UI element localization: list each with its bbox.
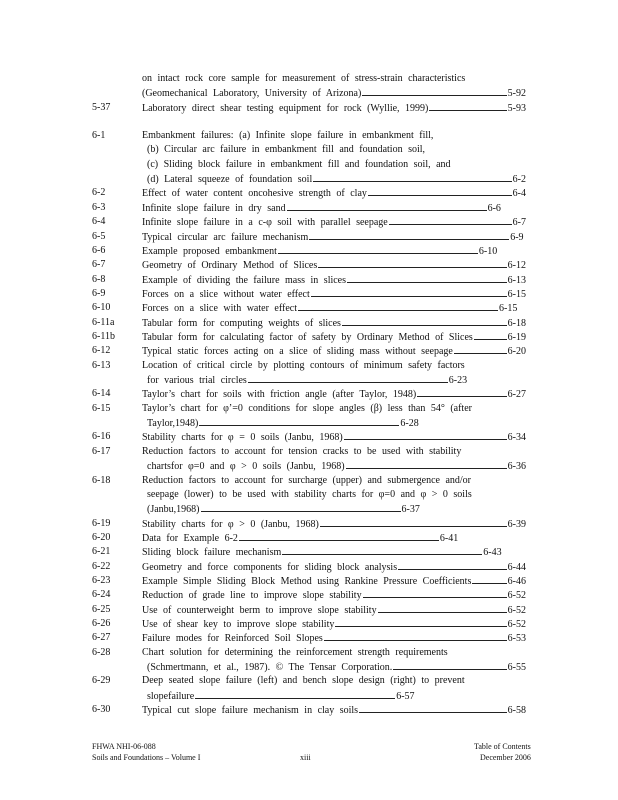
figure-caption-line[interactable]	[142, 430, 526, 445]
figure-number: 6-16	[92, 431, 111, 443]
leader-line	[248, 373, 448, 383]
caption-text: for various trial circles	[147, 375, 247, 386]
page-reference: 6-53	[507, 633, 526, 645]
caption-text: Taylor,1948)	[147, 418, 199, 430]
caption-text: Failure modes for Reinforced Soil Slopes	[142, 633, 323, 645]
figure-caption-line[interactable]	[147, 143, 425, 157]
toc-entry-row	[0, 430, 618, 444]
toc-entry-row	[0, 72, 618, 86]
caption-text: Stability charts for φ > 0 (Janbu, 1968)	[142, 518, 319, 530]
page-reference: 6-34	[507, 432, 526, 444]
leader-line	[454, 344, 507, 354]
figure-caption-line[interactable]	[142, 186, 526, 201]
caption-text: (Janbu,1968)	[147, 504, 200, 516]
page-reference: 6-7	[512, 217, 526, 229]
toc-entry-row	[0, 689, 618, 703]
figure-caption-line[interactable]	[142, 215, 526, 230]
page-reference: 5-92	[507, 88, 526, 100]
caption-text: (d) Lateral squeeze of foundation soil	[147, 174, 313, 186]
figure-caption-line[interactable]	[142, 531, 458, 546]
page-reference: 6-27	[507, 389, 526, 401]
figure-caption-line[interactable]	[142, 617, 526, 632]
page-reference: 6-2	[512, 174, 526, 186]
page-reference: 6-58	[507, 705, 526, 717]
figure-caption-line[interactable]	[142, 517, 526, 532]
toc-entry-row	[0, 86, 618, 100]
toc-entry-row	[0, 574, 618, 588]
figure-caption-line[interactable]	[142, 631, 526, 646]
figure-number: 6-10	[92, 302, 111, 314]
leader-line	[335, 617, 506, 627]
figure-caption-line[interactable]	[142, 646, 448, 660]
toc-entry-row	[0, 674, 618, 688]
caption-text: Typical static forces acting on a slice of sliding mass without seepage	[142, 346, 453, 358]
toc-entry-row	[0, 258, 618, 272]
caption-text: (Schmertmann, et al., 1987). © The Tensar Corporation.	[147, 662, 393, 673]
leader-line	[389, 215, 512, 225]
caption-text: (b) Circular arc failure in embankment fill and foundation soil,	[147, 144, 426, 156]
caption-text: Infinite slope failure in a c-φ soil with parallel seepage	[142, 217, 388, 229]
toc-entry-row	[0, 603, 618, 617]
figure-number: 6-11b	[92, 331, 115, 342]
leader-line	[368, 186, 512, 196]
caption-text: Taylor’s chart for φ’=0 conditions for slope angles (β) less than 54° (after	[142, 402, 472, 414]
figure-caption-line[interactable]	[142, 402, 472, 416]
page-reference: 6-18	[507, 317, 526, 329]
page-reference: 6-6	[487, 202, 501, 214]
figure-caption-line[interactable]	[142, 588, 526, 603]
toc-entry-row	[0, 588, 618, 602]
toc-entry-row	[0, 646, 618, 660]
toc-entry-row	[0, 244, 618, 258]
figure-number: 6-18	[92, 474, 111, 486]
figure-caption-line[interactable]	[147, 689, 415, 704]
toc-entry-row	[0, 301, 618, 315]
caption-text: Forces on a slice with water effect	[142, 303, 297, 315]
figure-number: 6-27	[92, 632, 111, 644]
leader-line	[363, 588, 507, 598]
figure-caption-line[interactable]	[147, 158, 451, 172]
figure-number: 6-4	[92, 216, 106, 228]
figure-caption-line[interactable]	[142, 244, 497, 259]
page-reference: 6-37	[401, 504, 420, 516]
toc-entry-row	[0, 215, 618, 229]
figure-caption-line[interactable]	[142, 86, 526, 101]
toc-entry-row	[0, 459, 618, 473]
figure-number: 6-29	[92, 675, 111, 687]
figure-number: 6-23	[92, 574, 111, 586]
footer-doc-id: FHWA NHI-06-088	[92, 742, 156, 751]
caption-text: Tabular form for calculating factor of safety by Ordinary Method of Slices	[142, 332, 473, 343]
page-reference: 6-12	[507, 260, 526, 272]
page-reference: 6-52	[507, 619, 526, 630]
toc-entry-row	[0, 445, 618, 459]
leader-line	[282, 545, 482, 555]
page-reference: 6-52	[507, 590, 526, 602]
figure-caption-line[interactable]	[147, 373, 467, 388]
caption-text: (Geomechanical Laboratory, University of Arizona)	[142, 88, 362, 100]
toc-entry-row	[0, 402, 618, 416]
caption-text: Laboratory direct shear testing equipment for rock (Wyllie, 1999)	[142, 102, 429, 114]
page-reference: 6-39	[507, 518, 526, 530]
toc-entry-row	[0, 373, 618, 387]
caption-text: Deep seated slope failure (left) and bench slope design (right) to prevent	[142, 675, 465, 687]
leader-line	[398, 560, 507, 570]
page-reference: 6-13	[507, 274, 526, 286]
figure-caption-line[interactable]	[142, 301, 517, 316]
caption-text: Tabular form for computing weights of slices	[142, 317, 341, 329]
toc-entry-row	[0, 129, 618, 143]
figure-caption-line[interactable]	[142, 258, 526, 273]
toc-entry-row	[0, 143, 618, 157]
caption-text: Data for Example 6-2	[142, 532, 238, 544]
page-reference: 6-52	[507, 604, 526, 616]
toc-entry-row	[0, 502, 618, 516]
leader-line	[318, 258, 506, 268]
toc-entry-row	[0, 330, 618, 344]
leader-line	[359, 703, 507, 713]
leader-line	[393, 660, 506, 670]
figure-number: 6-7	[92, 259, 106, 271]
figure-number: 6-2	[92, 187, 106, 199]
figure-number: 6-3	[92, 201, 106, 213]
figure-number: 6-21	[92, 546, 111, 558]
page-reference: 6-57	[396, 690, 415, 702]
figure-caption-line[interactable]	[142, 273, 526, 288]
leader-line	[195, 689, 395, 699]
figure-number: 6-28	[92, 646, 111, 658]
leader-line	[362, 86, 506, 96]
figure-caption-line[interactable]	[142, 703, 526, 718]
figure-number: 6-8	[92, 273, 106, 285]
figure-caption-line[interactable]	[142, 674, 465, 688]
figure-number: 6-30	[92, 704, 111, 716]
figure-caption-line[interactable]	[142, 101, 526, 116]
page-reference: 6-43	[483, 547, 502, 559]
figure-caption-line[interactable]	[142, 574, 526, 589]
page-reference: 6-46	[507, 575, 526, 587]
caption-text: chartsfor φ=0 and φ > 0 soils (Janbu, 1968)	[147, 461, 345, 473]
figure-caption-line[interactable]	[142, 445, 461, 459]
toc-entry-row	[0, 273, 618, 287]
page-reference: 6-55	[507, 662, 526, 673]
toc-entry-row	[0, 416, 618, 430]
leader-line	[344, 430, 507, 440]
figure-number: 6-25	[92, 603, 111, 615]
toc-entry-row	[0, 230, 618, 244]
page-reference: 6-41	[439, 532, 459, 544]
leader-line	[313, 172, 511, 182]
leader-line	[278, 244, 478, 254]
caption-text: Example of dividing the failure mass in slices	[142, 274, 347, 286]
footer-page-number: xiii	[300, 753, 311, 762]
caption-text: Example Simple Sliding Block Method using Rankine Pressure Coefficients	[142, 575, 472, 587]
caption-text: (c) Sliding block failure in embankment fill and foundation soil, and	[147, 158, 451, 170]
figure-number: 6-14	[92, 388, 111, 400]
caption-text: Embankment failures: (a) Infinite slope failure in embankment fill,	[142, 130, 434, 141]
toc-entry-row	[0, 101, 618, 115]
figure-number: 6-19	[92, 517, 111, 529]
leader-line	[342, 316, 507, 326]
toc-entry-row	[0, 316, 618, 330]
caption-text: Reduction factors to account for surcharge (upper) and submergence and/or	[142, 474, 472, 486]
caption-text: Effect of water content oncohesive strength of clay	[142, 188, 367, 200]
figure-caption-line[interactable]	[142, 474, 471, 488]
figure-caption-line[interactable]	[142, 287, 526, 302]
caption-text: Typical circular arc failure mechanism	[142, 231, 309, 243]
page-reference: 6-9	[510, 231, 524, 243]
footer-section-title: Table of Contents	[474, 742, 531, 751]
figure-number: 6-17	[92, 445, 111, 457]
page-reference: 6-44	[507, 561, 526, 573]
caption-text: Stability charts for φ = 0 soils (Janbu, 1968)	[142, 432, 343, 444]
leader-line	[429, 101, 506, 111]
figure-caption-line[interactable]	[142, 201, 501, 216]
footer-date: December 2006	[480, 753, 531, 762]
toc-entry-row	[0, 158, 618, 172]
toc-entry-row	[0, 517, 618, 531]
page-reference: 6-19	[507, 332, 526, 343]
figure-number: 6-20	[92, 531, 111, 543]
leader-line	[417, 387, 506, 397]
leader-line	[472, 574, 506, 584]
caption-text: Typical cut slope failure mechanism in clay soils	[142, 705, 359, 717]
figure-number: 6-24	[92, 589, 111, 601]
leader-line	[239, 531, 439, 541]
page-reference: 6-15	[498, 303, 518, 315]
caption-text: Taylor’s chart for soils with friction angle (after Taylor, 1948)	[142, 389, 417, 401]
page-reference: 6-28	[400, 418, 419, 430]
figure-caption-line[interactable]	[142, 359, 465, 373]
figure-number: 6-11a	[92, 316, 115, 328]
figure-number: 6-13	[92, 359, 111, 371]
figure-number: 5-37	[92, 101, 111, 113]
toc-entry-row	[0, 488, 618, 502]
leader-line	[311, 287, 507, 297]
caption-text: seepage (lower) to be used with stability charts for φ=0 and φ > 0 soils	[147, 488, 472, 500]
figure-caption-line[interactable]	[142, 603, 526, 618]
toc-entry-row	[0, 201, 618, 215]
figure-caption-line[interactable]	[142, 545, 502, 560]
caption-text: Infinite slope failure in dry sand	[142, 202, 286, 214]
figure-caption-line[interactable]	[147, 416, 419, 431]
leader-line	[346, 459, 507, 469]
caption-text: Geometry and force components for sliding block analysis	[142, 561, 398, 573]
figure-caption-line[interactable]	[142, 129, 433, 143]
toc-entry-row	[0, 531, 618, 545]
leader-line	[201, 502, 401, 512]
caption-text: Reduction factors to account for tension cracks to be used with stability	[142, 445, 462, 457]
figure-number: 6-9	[92, 287, 106, 299]
figure-caption-line[interactable]	[142, 72, 465, 86]
toc-entry-row	[0, 474, 618, 488]
page-reference: 6-20	[507, 346, 526, 358]
toc-entry-row	[0, 287, 618, 301]
page-reference: 6-15	[507, 288, 526, 300]
leader-line	[347, 273, 507, 283]
leader-line	[287, 201, 487, 211]
caption-text: slopefailure	[147, 690, 195, 702]
figure-caption-line[interactable]	[142, 330, 526, 345]
toc-entry-row	[0, 617, 618, 631]
caption-text: Geometry of Ordinary Method of Slices	[142, 260, 318, 272]
toc-entry-row	[0, 631, 618, 645]
toc-entry-row	[0, 560, 618, 574]
leader-line	[309, 230, 509, 240]
figure-number: 6-22	[92, 560, 111, 572]
leader-line	[320, 517, 507, 527]
figure-number: 6-15	[92, 402, 111, 414]
toc-entry-row	[0, 545, 618, 559]
page-reference: 6-36	[507, 461, 526, 473]
figure-number: 6-12	[92, 345, 111, 357]
figure-caption-line[interactable]	[147, 488, 472, 502]
caption-text: on intact rock core sample for measurement of stress-strain characteristics	[142, 73, 466, 84]
toc-entry-row	[0, 387, 618, 401]
toc-entry-row	[0, 172, 618, 186]
leader-line	[298, 301, 498, 311]
figure-number: 6-5	[92, 230, 106, 242]
toc-entry-row	[0, 359, 618, 373]
figure-caption-line[interactable]	[147, 502, 420, 517]
figure-caption-line[interactable]	[147, 172, 526, 187]
toc-entry-row	[0, 186, 618, 200]
page-reference: 5-93	[507, 102, 526, 114]
figure-number: 6-6	[92, 244, 106, 256]
caption-text: Chart solution for determining the reinforcement strength requirements	[142, 646, 448, 658]
caption-text: Forces on a slice without water effect	[142, 288, 310, 300]
toc-entry-row	[0, 344, 618, 358]
caption-text: Reduction of grade line to improve slope stability	[142, 590, 362, 602]
figure-caption-line[interactable]	[142, 387, 526, 402]
caption-text: Use of shear key to improve slope stability	[142, 619, 335, 630]
page-reference: 6-10	[478, 245, 498, 257]
figure-caption-line[interactable]	[147, 660, 526, 675]
leader-line	[199, 416, 399, 426]
caption-text: Location of critical circle by plotting contours of minimum safety factors	[142, 359, 465, 371]
leader-line	[324, 631, 507, 641]
leader-line	[378, 603, 507, 613]
figure-caption-line[interactable]	[142, 230, 524, 245]
figure-caption-line[interactable]	[142, 560, 526, 575]
figure-number: 6-1	[92, 130, 106, 141]
footer-volume: Soils and Foundations – Volume I	[92, 753, 201, 762]
page-reference: 6-23	[448, 375, 468, 386]
figure-caption-line[interactable]	[142, 344, 526, 359]
page-reference: 6-4	[512, 188, 526, 200]
caption-text: Sliding block failure mechanism	[142, 547, 282, 559]
figure-caption-line[interactable]	[147, 459, 526, 474]
caption-text: Example proposed embankment	[142, 245, 277, 257]
figure-caption-line[interactable]	[142, 316, 526, 331]
caption-text: Use of counterweight berm to improve slope stability	[142, 604, 377, 616]
toc-entry-row	[0, 660, 618, 674]
figure-number: 6-26	[92, 618, 111, 629]
leader-line	[474, 330, 507, 340]
toc-entry-row	[0, 703, 618, 717]
